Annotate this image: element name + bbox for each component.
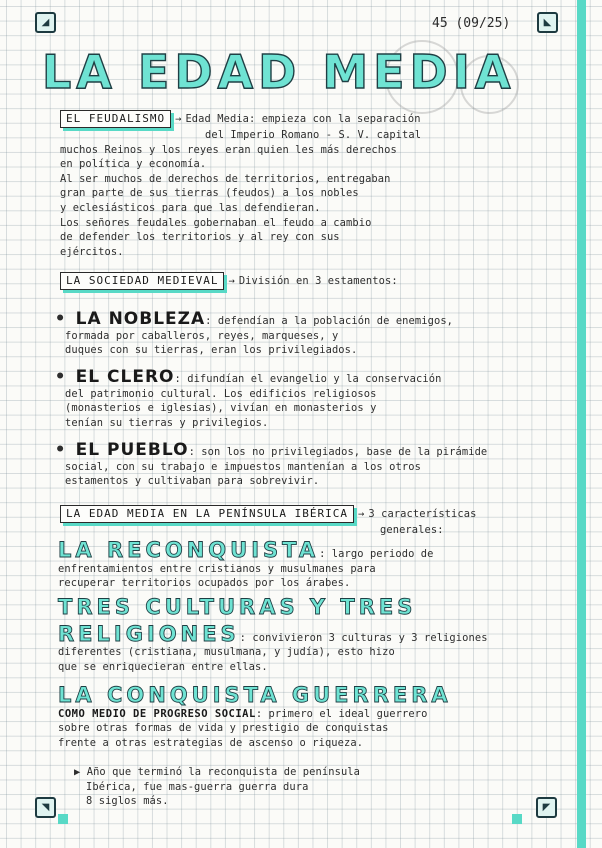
text-line: Edad Media: empieza con la separación [185,113,421,125]
teal-square [512,814,522,824]
bullet-icon: • [55,309,76,329]
conquista-title: LA CONQUISTA GUERRERA [58,683,452,707]
text-line: y eclesiásticos para que las defendieran. [60,201,321,214]
pueblo-title: EL PUEBLO [75,440,189,460]
peninsula-label: LA EDAD MEDIA EN LA PENÍNSULA IBÉRICA [60,505,354,523]
bullet-icon: • [55,367,76,387]
text-line: 3 características [368,508,477,520]
sociedad-section [60,272,398,290]
text-line: (monasterios e iglesias), vivían en monasterios y [65,402,377,415]
teal-square [58,814,68,824]
reconquista-title: LA RECONQUISTA [58,538,320,562]
text-line: : primero el ideal guerrero [255,707,428,720]
clero-section [55,367,442,430]
text-line: Año que terminó la reconquista de península [86,766,361,778]
text-line: Los señores feudales gobernaban el feudo a cambio [60,216,372,229]
text-line: generales: [380,524,444,536]
text-line: que se enriquecieran entre ellas. [58,660,268,673]
text-line: del Imperio Romano - S. V. capital [205,129,422,141]
culturas-title: TRES CULTURAS Y TRES [58,595,417,619]
text-line: muchos Reinos y los reyes eran quien les más derechos [60,143,397,156]
nobleza-section [55,309,454,358]
corner-mark-icon: ◤ [536,797,557,818]
text-line: División en 3 estamentos: [238,275,398,287]
text-line: frente a otras estrategias de ascenso o riqueza. [58,736,364,749]
text-line: social, con su trabajo e impuestos mantenían a los otros [65,460,421,473]
text-line: Ibérica, fue mas-guerra guerra dura [86,780,309,793]
text-line: estamentos y cultivaban para sobrevivir. [65,475,320,488]
bullet-icon: • [55,440,76,460]
text-line: sobre otras formas de vida y prestigio de conquistas [58,722,389,735]
text-line: : son los no privilegiados, base de la pirámide [188,446,488,458]
page-title: LA EDAD MEDIA [42,45,516,99]
corner-mark-icon: ◣ [537,12,558,33]
arrow-icon: → [175,113,182,125]
right-margin-bar [577,0,586,848]
arrow-icon: → [358,508,365,520]
text-line: : difundían el evangelio y la conservación [174,373,442,385]
clero-title: EL CLERO [75,367,175,387]
text-line: gran parte de sus tierras (feudos) a los nobles [60,187,359,200]
text-line: : convivieron 3 culturas y 3 religiones [239,631,488,644]
triangle-bullet-icon: ▶ [74,766,81,778]
text-line: duques con su tierras, eran los privilegiados. [65,344,358,357]
text-line: de defender los territorios y al rey con sus [60,231,340,244]
peninsula-section [60,505,476,538]
text-line: Al ser muchos de derechos de territorios, entregaban [60,172,391,185]
text-line: diferentes (cristiana, musulmana, y judía), esto hizo [58,646,395,659]
sociedad-label: LA SOCIEDAD MEDIEVAL [60,272,224,290]
corner-mark-icon: ◢ [35,12,56,33]
conquista-subtitle: COMO MEDIO DE PROGRESO SOCIAL [58,707,256,720]
text-line: en política y economía. [60,158,207,171]
text-line: enfrentamientos entre cristianos y musulmanes para [58,562,376,575]
culturas-section [58,595,488,674]
feudalismo-section [60,110,421,259]
text-line: recuperar territorios ocupados por los árabes. [58,577,351,590]
text-line: formada por caballeros, reyes, marqueses, y [65,329,339,342]
text-line: 8 siglos más. [86,795,169,808]
text-line: ejércitos. [60,245,124,258]
text-line: del patrimonio cultural. Los edificios religiosos [65,387,377,400]
arrow-icon: → [228,275,235,287]
footnote-section [74,765,360,809]
text-line: : largo periodo de [319,548,434,560]
text-line: : defendían a la población de enemigos, [205,315,454,327]
culturas-title: RELIGIONES [58,621,240,646]
conquista-section [58,683,452,750]
page-number: 45 (09/25) [432,16,511,31]
nobleza-title: LA NOBLEZA [75,309,206,329]
feudalismo-label: EL FEUDALISMO [60,110,171,128]
pueblo-section [55,440,488,489]
corner-mark-icon: ◥ [35,797,56,818]
text-line: tenían su tierras y privilegios. [65,416,269,429]
reconquista-section [58,538,434,591]
